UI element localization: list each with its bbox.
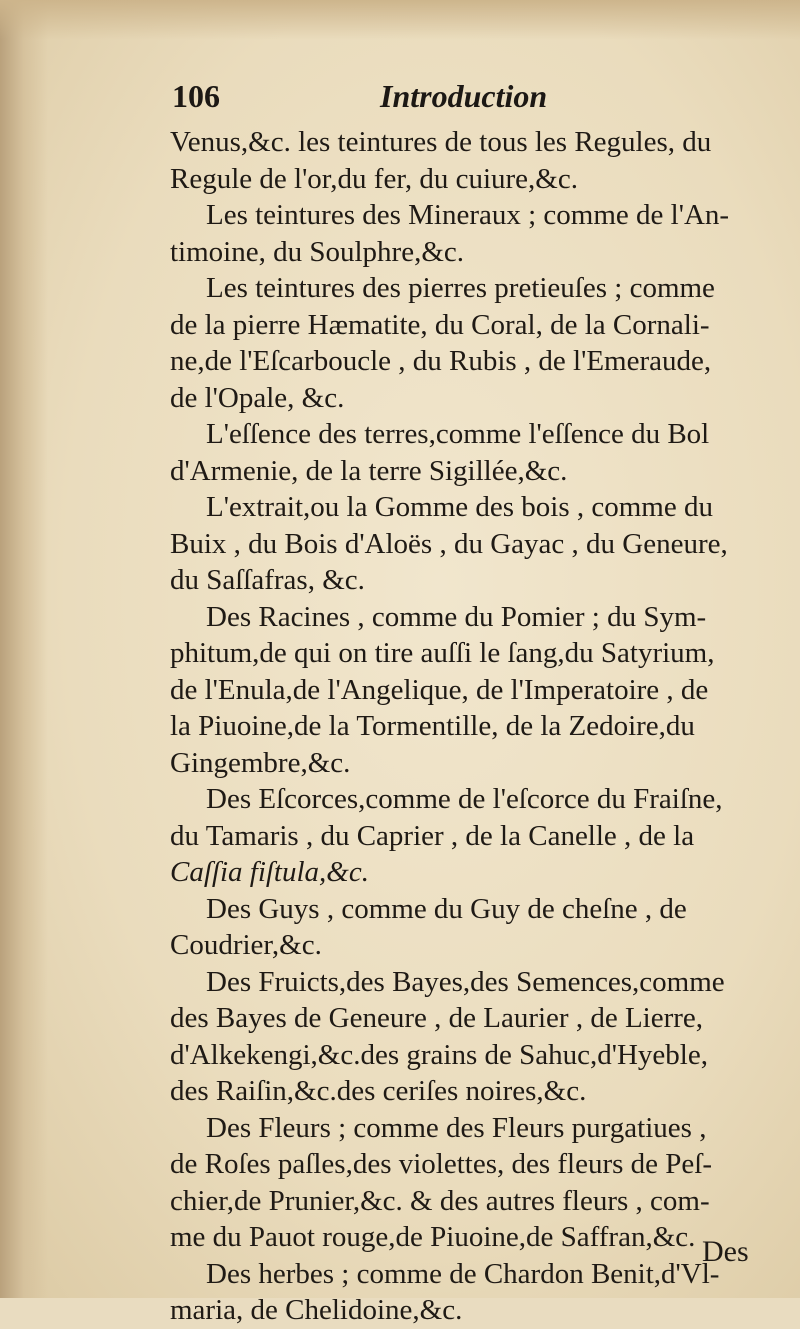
text-line: d'Alkekengi,&c.des grains de Sahuc,d'Hyeble, [170, 1038, 708, 1071]
text-line: des Bayes de Geneure , de Laurier , de Lierre, [170, 1002, 704, 1034]
body-text [170, 124, 770, 1329]
page-header [172, 72, 772, 118]
text-line: la Piuoine,de la Tormentille, de la Zedoire,du [170, 710, 695, 742]
text-line: de la pierre Hæmatite, du Coral, de la Cornali- [170, 308, 710, 341]
text-line: Des herbes ; comme de Chardon Benit,d'Vl- [206, 1257, 720, 1290]
text-line: phitum,de qui on tire auſſi le ſang,du Satyrium, [170, 637, 715, 669]
text-line: du Saſſafras, &c. [170, 564, 365, 596]
running-title: Introduction [380, 78, 548, 114]
text-line: ne,de l'Eſcarboucle , du Rubis , de l'Emeraude, [170, 345, 712, 377]
text-line: timoine, du Soulphre,&c. [170, 235, 464, 268]
text-line: L'eſſence des terres,comme l'eſſence du Bol [206, 418, 710, 450]
text-line: Les teintures des Mineraux ; comme de l'An- [206, 199, 730, 231]
text-line: Des Fruicts,des Bayes,des Semences,comme [206, 965, 725, 998]
text-line: Des Racines , comme du Pomier ; du Sym- [206, 600, 707, 633]
text-line: L'extrait,ou la Gomme des bois , comme du [206, 491, 713, 523]
text-line: du Tamaris , du Caprier , de la Canelle , de la [170, 819, 695, 852]
gutter-shadow [0, 0, 48, 1298]
text-line: Coudrier,&c. [170, 929, 322, 961]
text-line: Buix , du Bois d'Aloës , du Gayac , du Geneure, [170, 527, 728, 560]
text-line: de Roſes paſles,des violettes, des fleurs de Peſ- [170, 1148, 713, 1180]
top-edge-shadow [0, 0, 800, 40]
text-line: Caſſia fiſtula,&c. [170, 856, 369, 888]
text-line: de l'Opale, &c. [170, 381, 345, 414]
catchword: Des [702, 1235, 749, 1268]
text-line: Des Eſcorces,comme de l'eſcorce du Fraiſne, [206, 783, 723, 815]
text-line: Regule de l'or,du fer, du cuiure,&c. [170, 162, 578, 195]
text-line: Venus,&c. les teintures de tous les Regules, du [170, 126, 712, 158]
text-line: Des Fleurs ; comme des Fleurs purgatiues , [206, 1111, 707, 1144]
text-line: des Raiſin,&c.des ceriſes noires,&c. [170, 1075, 587, 1107]
text-line: Gingembre,&c. [170, 746, 351, 779]
text-line: chier,de Prunier,&c. & des autres fleurs , com- [170, 1184, 710, 1217]
text-line: Les teintures des pierres pretieuſes ; comme [206, 272, 715, 304]
text-line: d'Armenie, de la terre Sigillée,&c. [170, 454, 568, 487]
text-line: me du Pauot rouge,de Piuoine,de Saffran,&c. [170, 1221, 696, 1253]
page-number: 106 [172, 78, 220, 114]
text-line: Des Guys , comme du Guy de cheſne , de [206, 892, 687, 925]
text-line: de l'Enula,de l'Angelique, de l'Imperatoire , de [170, 673, 709, 706]
text-line: maria, de Chelidoine,&c. [170, 1294, 463, 1326]
